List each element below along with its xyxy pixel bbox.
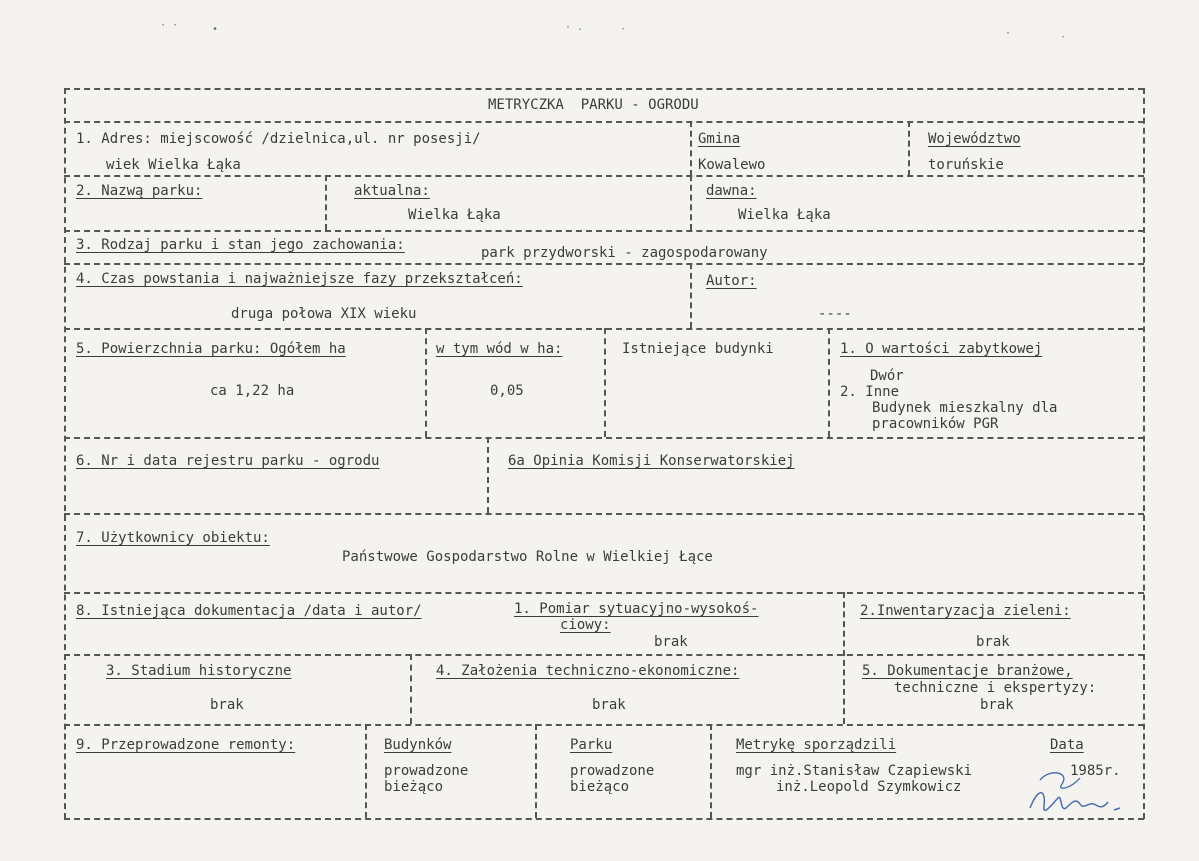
stadium-value: brak — [210, 697, 244, 713]
pomiar-label-2: ciowy: — [560, 617, 611, 633]
pomiar-value: brak — [654, 634, 688, 650]
autor-label: Autor: — [706, 273, 757, 289]
dawna-label: dawna: — [706, 183, 757, 199]
powierzchnia-value: ca 1,22 ha — [210, 383, 295, 399]
gmina-label: Gmina — [698, 131, 741, 147]
dawna-value: Wielka Łąka — [738, 207, 831, 223]
budynkow-value-1: prowadzone — [384, 763, 469, 779]
rodzaj-value: park przydworski - zagospodarowany — [481, 245, 768, 261]
scan-speck: · — [1060, 32, 1067, 43]
inwentaryzacja-value: brak — [976, 634, 1010, 650]
parku-value-2: bieżąco — [570, 779, 630, 795]
czas-label: 4. Czas powstania i najważniejsze fazy przekształceń: — [76, 271, 523, 287]
sporzadzili-label: Metrykę sporządzili — [736, 737, 897, 753]
aktualna-value: Wielka Łąka — [408, 207, 501, 223]
inne-value-2: pracowników PGR — [872, 416, 999, 432]
data-label: Data — [1050, 737, 1084, 753]
parku-value-1: prowadzone — [570, 763, 655, 779]
zabytkowe-value: Dwór — [870, 368, 904, 384]
scan-speck: · . — [565, 22, 584, 33]
branzowe-label-2: techniczne i ekspertyzy: — [894, 680, 1097, 696]
zalozenia-label: 4. Założenia techniczno-ekonomiczne: — [436, 663, 740, 679]
scan-speck: · · — [160, 20, 179, 31]
zabytkowe-label: 1. O wartości zabytkowej — [840, 341, 1043, 357]
autor-value: ---- — [818, 306, 852, 322]
wojewodztwo-label: Województwo — [928, 131, 1021, 147]
zalozenia-value: brak — [592, 697, 626, 713]
scan-speck: · — [620, 24, 627, 35]
czas-value: druga połowa XIX wieku — [231, 306, 417, 322]
autor1-name: mgr inż.Stanisław Czapiewski — [736, 763, 973, 779]
remonty-label: 9. Przeprowadzone remonty: — [76, 737, 296, 753]
branzowe-value: brak — [980, 697, 1014, 713]
dokumentacja-label: 8. Istniejąca dokumentacja /data i autor/ — [76, 603, 422, 619]
powierzchnia-label: 5. Powierzchnia parku: Ogółem ha — [76, 341, 346, 357]
rodzaj-label: 3. Rodzaj parku i stan jego zachowania: — [76, 237, 405, 253]
wojewodztwo-value: toruńskie — [928, 157, 1004, 173]
handwritten-signature — [1010, 758, 1130, 828]
gmina-value: Kowalewo — [698, 157, 766, 173]
parku-label: Parku — [570, 737, 613, 753]
stadium-label: 3. Stadium historyczne — [106, 663, 292, 679]
scan-speck: • — [212, 24, 219, 35]
nazwa-label: 2. Nazwą parku: — [76, 183, 203, 199]
aktualna-label: aktualna: — [354, 183, 430, 199]
adres-value: wiek Wielka Łąka — [106, 157, 241, 173]
branzowe-label-1: 5. Dokumentacje branżowe, — [862, 663, 1073, 679]
budynkow-label: Budynków — [384, 737, 452, 753]
rejestr-label: 6. Nr i data rejestru parku - ogrodu — [76, 453, 380, 469]
opinia-label: 6a Opinia Komisji Konserwatorskiej — [508, 453, 795, 469]
form-title: METRYCZKA PARKU - OGRODU — [488, 97, 699, 113]
scan-speck: · — [1005, 28, 1012, 39]
pomiar-label-1: 1. Pomiar sytuacyjno-wysokoś- — [514, 601, 759, 617]
inwentaryzacja-label: 2.Inwentaryzacja zieleni: — [860, 603, 1071, 619]
uzytkownicy-value: Państwowe Gospodarstwo Rolne w Wielkiej Łące — [342, 549, 713, 565]
wod-value: 0,05 — [490, 383, 524, 399]
inne-value-1: Budynek mieszkalny dla — [872, 400, 1058, 416]
autor2-name: inż.Leopold Szymkowicz — [776, 779, 962, 795]
uzytkownicy-label: 7. Użytkownicy obiektu: — [76, 530, 270, 546]
budynkow-value-2: bieżąco — [384, 779, 444, 795]
budynki-label: Istniejące budynki — [622, 341, 774, 357]
data-value: 1985r. — [1070, 763, 1121, 779]
inne-label: 2. Inne — [840, 384, 900, 400]
adres-label: 1. Adres: miejscowość /dzielnica,ul. nr posesji/ — [76, 131, 481, 147]
wod-label: w tym wód w ha: — [436, 341, 563, 357]
